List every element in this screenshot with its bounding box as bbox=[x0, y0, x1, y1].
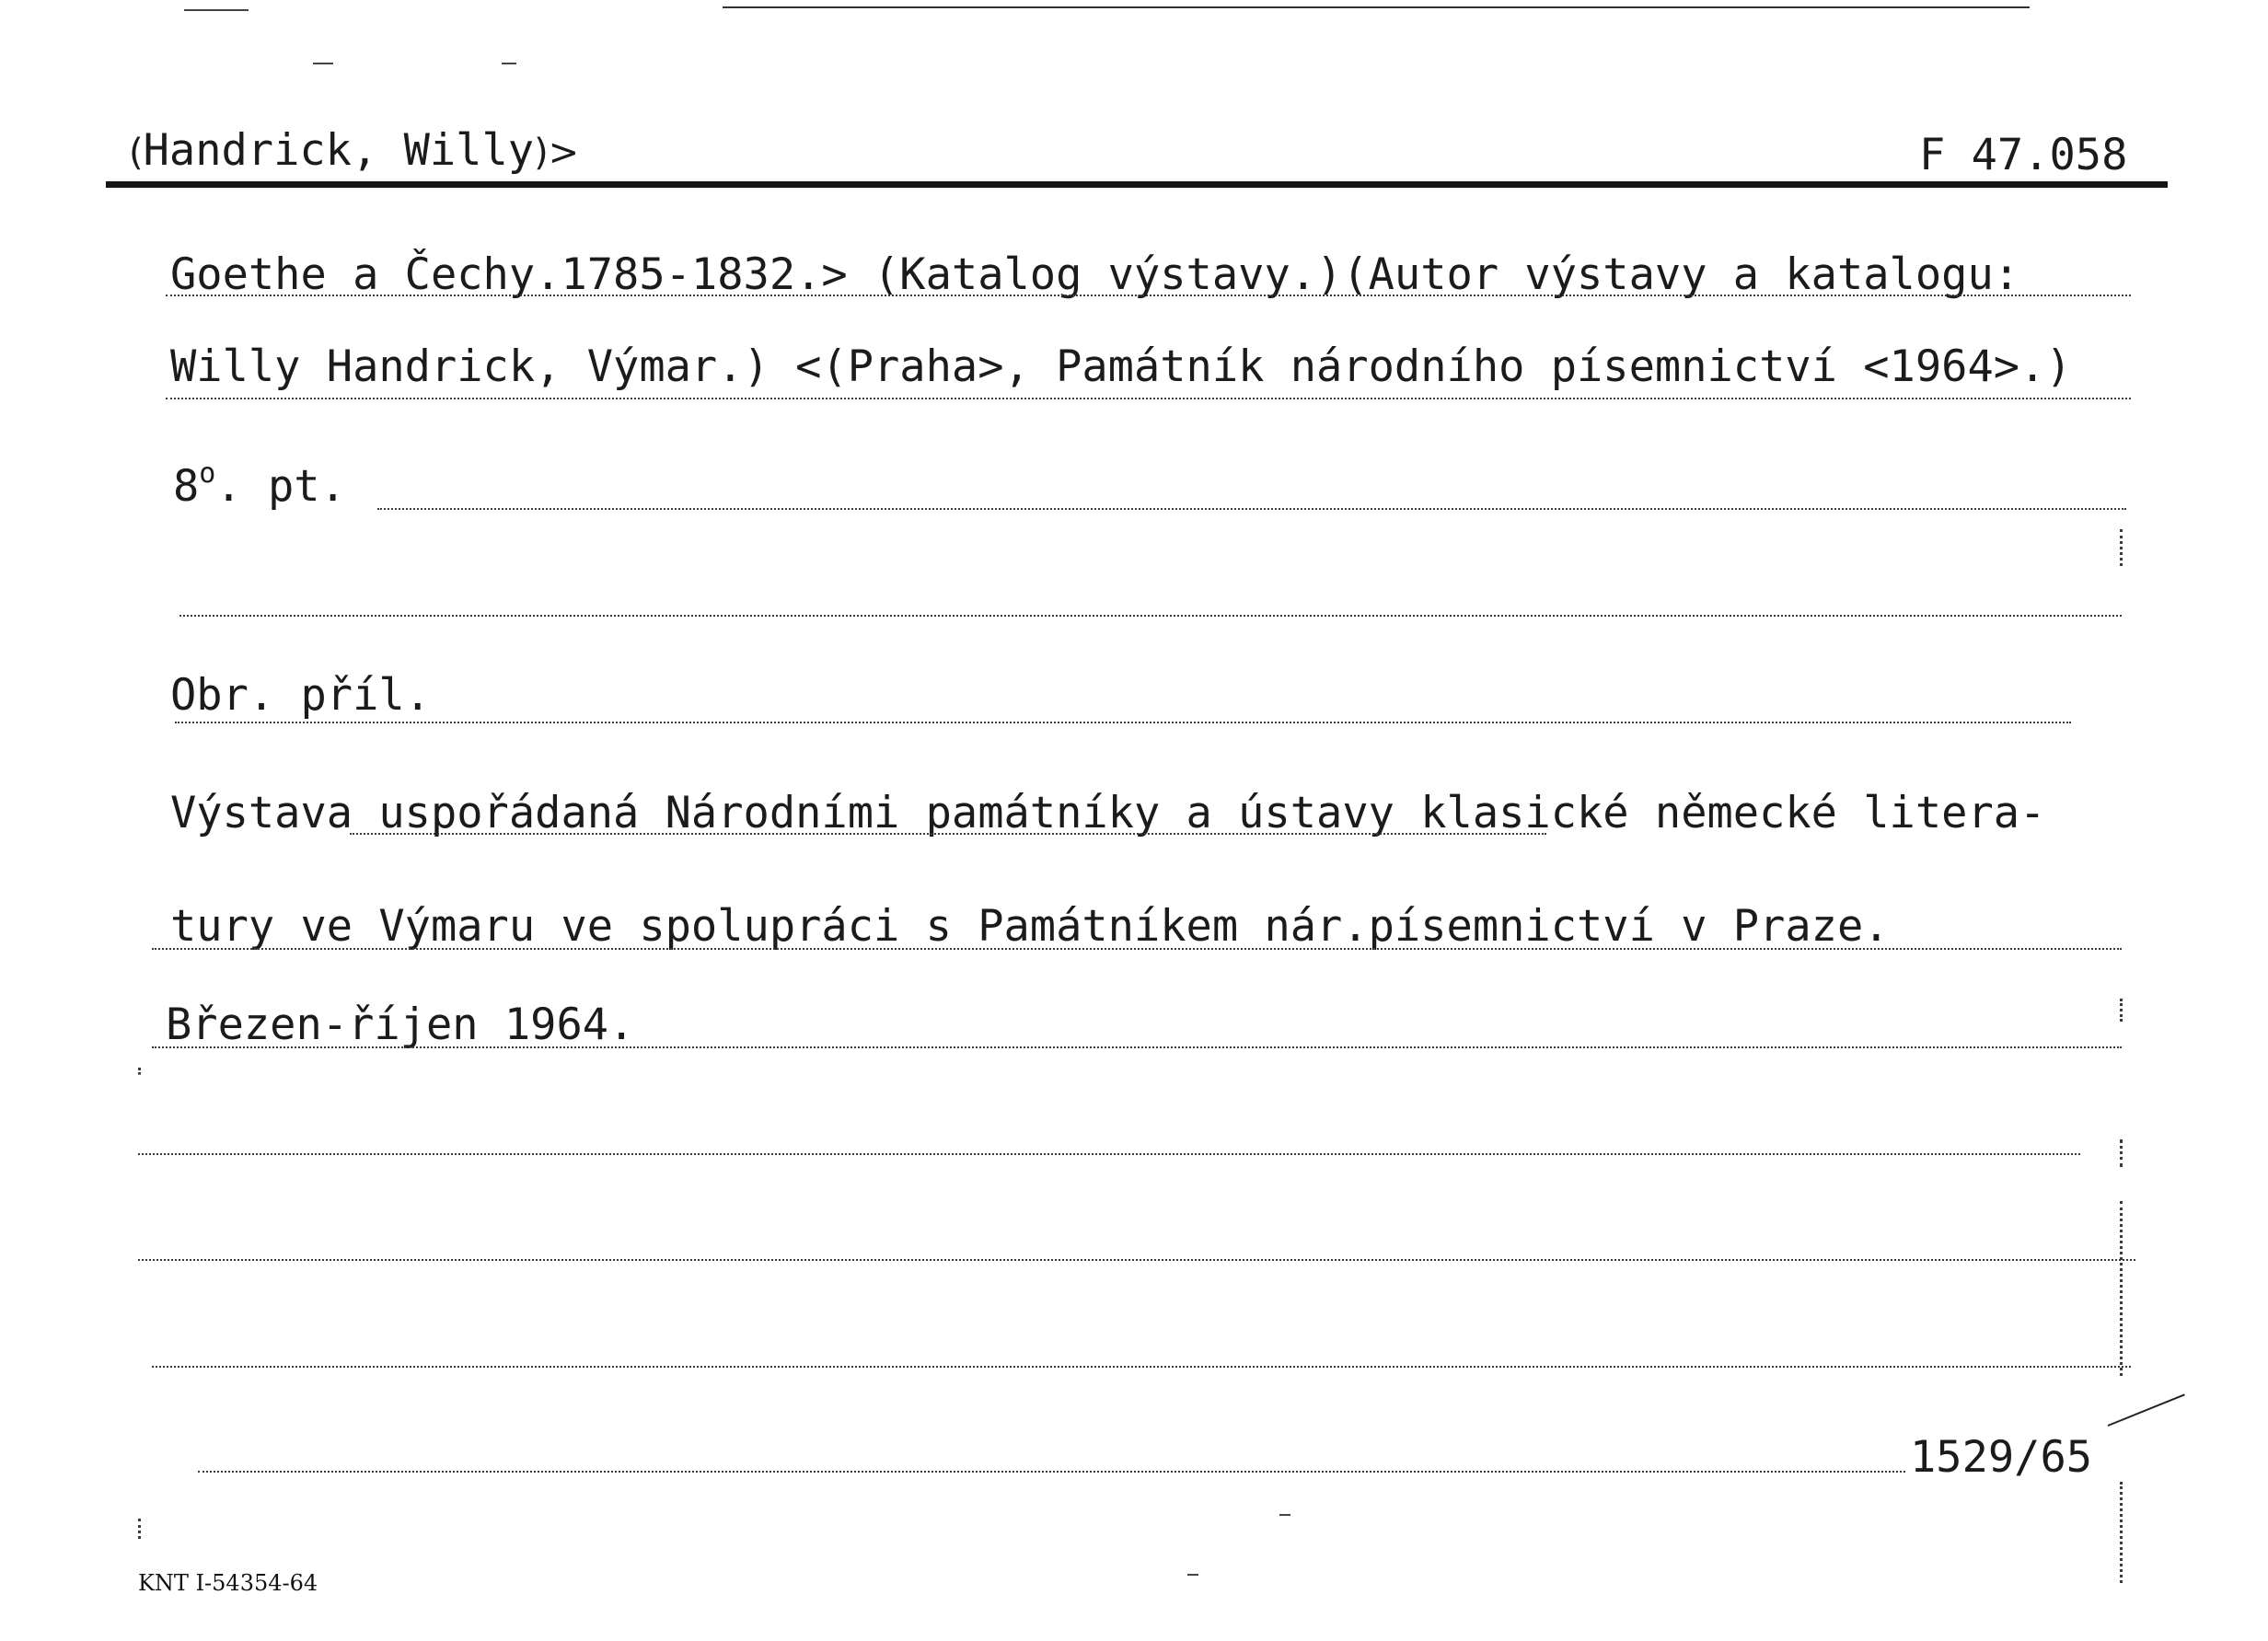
collation-line bbox=[173, 457, 346, 512]
collation-pages: . pt. bbox=[215, 461, 346, 512]
accession-number: 1529/65 bbox=[1910, 1432, 2093, 1483]
illustrations-note: Obr. příl. bbox=[170, 670, 431, 721]
author-open-mark: ( bbox=[129, 132, 144, 174]
right-margin-dots bbox=[2120, 529, 2123, 566]
guide-line bbox=[198, 1471, 1905, 1473]
top-edge-rule bbox=[723, 6, 2030, 8]
top-edge-mark bbox=[502, 63, 516, 64]
guide-line bbox=[377, 508, 2126, 510]
guide-line bbox=[152, 1046, 2122, 1048]
right-margin-dots bbox=[2120, 999, 2123, 1022]
print-code: KNT I-54354-64 bbox=[138, 1570, 318, 1596]
collation-format-degree: o bbox=[199, 457, 216, 490]
right-margin-dots bbox=[2120, 1201, 2123, 1376]
right-margin-dots bbox=[2120, 1139, 2123, 1167]
stray-mark bbox=[1187, 1574, 1198, 1576]
right-margin-dots bbox=[2120, 1482, 2123, 1583]
card-heading-author bbox=[129, 125, 580, 176]
left-margin-dots bbox=[138, 1519, 141, 1539]
title-line-1: Goethe a Čechy.1785-1832.> (Katalog výstavy.)(Autor výstavy a katalogu: bbox=[170, 249, 2020, 300]
guide-line bbox=[152, 1366, 2131, 1368]
top-edge-mark bbox=[313, 63, 333, 64]
guide-line bbox=[166, 398, 2131, 399]
pencil-stroke bbox=[2108, 1393, 2185, 1427]
title-line-2: Willy Handrick, Výmar.) <(Praha>, Památník národního písemnictví <1964>.) bbox=[170, 341, 2072, 392]
shelfmark: F 47.058 bbox=[1919, 130, 2128, 180]
author-close-mark: )> bbox=[534, 132, 580, 174]
guide-line bbox=[179, 615, 2122, 617]
note-line-1: Výstava uspořádaná Národními památníky a ústavy klasické německé litera- bbox=[170, 788, 2046, 838]
guide-line bbox=[350, 833, 1546, 835]
stray-mark bbox=[1279, 1514, 1290, 1516]
guide-line bbox=[166, 295, 2131, 296]
note-line-3: Březen-říjen 1964. bbox=[166, 1000, 635, 1050]
guide-line bbox=[138, 1259, 2135, 1261]
heading-rule bbox=[106, 181, 2168, 188]
guide-line bbox=[138, 1153, 2080, 1155]
note-line-2: tury ve Výmaru ve spolupráci s Památníkem nár.písemnictví v Praze. bbox=[170, 901, 1890, 952]
guide-line bbox=[152, 948, 2122, 950]
top-edge-mark bbox=[184, 9, 249, 11]
collation-format: 8 bbox=[173, 461, 200, 512]
author-name: Handrick, Willy bbox=[143, 125, 535, 176]
guide-line bbox=[175, 722, 2071, 723]
left-margin-dots bbox=[138, 1068, 141, 1075]
